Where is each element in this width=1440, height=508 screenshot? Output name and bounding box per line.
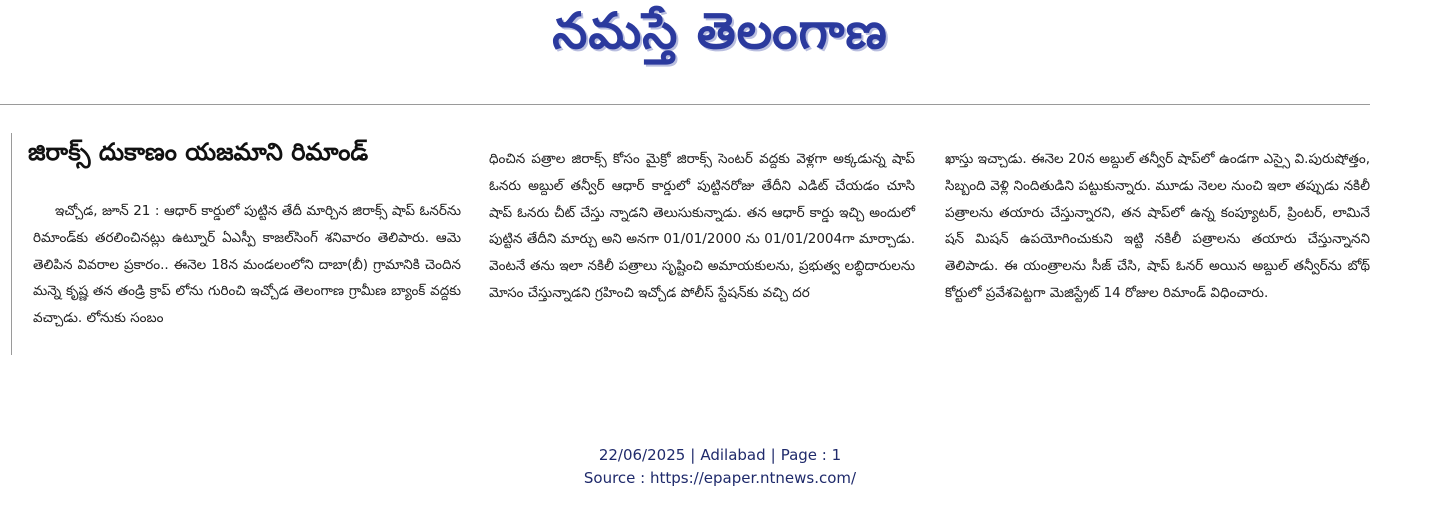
footer-separator: | [770, 446, 776, 464]
article-column-3: ఖాస్తు ఇచ్చాడు. ఈనెల 20న అబ్దుల్ తన్వీర్ షాప్‌లో ఉండగా ఎస్సై వి.పురుషోత్తం, సిబ్బంది వెళ్లి నిందితుడిని పట్టుకున్నారు. మూడు నెలల నుంచి ఇలా తప్పుడు నకిలీ పత్రాలను తయారు చేస్తున్నారని, తన షాప్‌లో ఉన్న కంప్యూటర్, ప్రింటర్, లామినే షన్ మిషన్ ఉపయోగించుకుని ఇట్టి నకిలీ పత్రాలను తయారు చేస్తున్నానని తెలిపాడు. ఈ యంత్రాలను సీజ్ చేసి, షాప్ ఓనర్ అయిన అబ్దుల్ తన్వీర్‌ను బోథ్ కోర్టులో ప్రవేశపెట్టగా మెజిస్ట్రేట్ 14 రోజుల రిమాండ్ విధించారు. [945, 151, 1370, 301]
footer-page: Page : 1 [780, 446, 842, 464]
footer-edition: Adilabad [700, 446, 766, 464]
article-left-rule [11, 133, 12, 355]
footer-separator: | [690, 446, 696, 464]
masthead-divider [0, 104, 1370, 105]
article-headline: జిరాక్స్ దుకాణం యజమాని రిమాండ్ [28, 138, 369, 166]
article-column-2: ధించిన పత్రాల జిరాక్స్ కోసం మైక్రో జిరాక్స్ సెంటర్ వద్దకు వెళ్లగా అక్కడున్న షాప్ ఓనరు అబ్దుల్ తన్వీర్ ఆధార్ కార్డులో పుట్టినరోజు తేదీని ఎడిట్ చేయడం చూసి షాప్ ఓనరు చీట్ చేస్తు న్నాడని తెలుసుకున్నాడు. తన ఆధార్ కార్డు ఇచ్చి అందులో పుట్టిన తేదీని మార్చు అని అనగా 01/01/2000 ను 01/01/2004గా మార్చాడు. వెంటనే తను ఇలా నకిలీ పత్రాలు సృష్టించి అమాయకులను, ప్రభుత్వ లబ్ధిదారులను మోసం చేస్తున్నాడని గ్రహించి ఇచ్చోడ పోలీస్ స్టేషన్‌కు వచ్చి దర [489, 151, 915, 301]
article-column-1: ఇచ్చోడ, జూన్ 21 : ఆధార్ కార్డులో పుట్టిన తేదీ మార్చిన జిరాక్స్ షాప్ ఓనర్‌ను రిమాండ్‌కు తరలించినట్లు ఉట్నూర్ ఏఎస్పీ కాజల్‌సింగ్ శనివారం తెలిపారు. ఆమె తెలిపిన వివరాల ప్రకారం.. ఈనెల 18న మండలంలోని దాబా(బీ) గ్రామానికి చెందిన మన్నె కృష్ణ తన తండ్రి క్రాప్ లోను గురించి ఇచ్చోడ తెలంగాణ గ్రామీణ బ్యాంక్ వద్దకు వచ్చాడు. లోనుకు సంబం [33, 203, 461, 327]
masthead-logo: నమస్తే తెలంగాణ [552, 2, 888, 60]
footer-publication-info [0, 446, 1440, 464]
footer-date: 22/06/2025 [598, 446, 686, 464]
footer-source: Source : https://epaper.ntnews.com/ [583, 469, 857, 487]
